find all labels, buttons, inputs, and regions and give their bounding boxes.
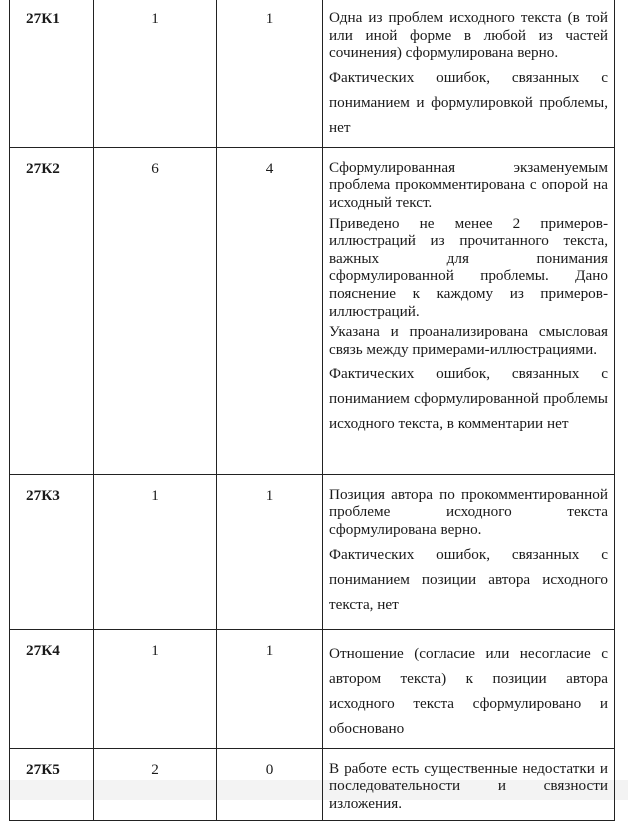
criterion-code: 27К3: [10, 474, 94, 629]
criteria-row-27k4: [10, 629, 615, 748]
criterion-paragraph: Приведено не менее 2 примеров-иллюстраций из прочитанного текста, важных для понимания сформулированной проблемы. Дано пояснение к каждому из примеров-иллюстраций.: [329, 214, 608, 320]
assessment-criteria-table: [9, 0, 615, 821]
criterion-paragraph: Фактических ошибок, связанных с пониманием позиции автора исходного текста, нет: [329, 545, 608, 613]
criteria-row-27k1: [10, 0, 615, 147]
criterion-paragraph: Позиция автора по прокомментированной проблеме исходного текста сформулирована верно.: [329, 485, 608, 538]
criterion-paragraph: В работе есть существенные недостатки и последовательности и связности изложения.: [329, 759, 608, 812]
criterion-awarded-score: 1: [217, 629, 323, 748]
criterion-code: 27К1: [10, 0, 94, 147]
criterion-code: 27К4: [10, 629, 94, 748]
criterion-paragraph: Отношение (согласие или несогласие с автором текста) к позиции автора исходного текста сформулировано и обосновано: [329, 644, 608, 737]
criterion-max-score: 1: [94, 474, 217, 629]
criterion-max-score: 1: [94, 0, 217, 147]
criterion-paragraph: Указана и проанализирована смысловая связь между примерами-иллюстрациями.: [329, 323, 608, 358]
criterion-code: 27К2: [10, 147, 94, 474]
criterion-paragraph: Сформулированная экзаменуемым проблема прокомментирована с опорой на исходный текст.: [329, 158, 608, 211]
criterion-awarded-score: 1: [217, 0, 323, 147]
criteria-row-27k5: [10, 748, 615, 820]
criteria-row-27k3: [10, 474, 615, 629]
criteria-row-27k2: [10, 147, 615, 474]
criterion-paragraph: Одна из проблем исходного текста (в той или иной форме в любой из частей сочинения) сформулирована верно.: [329, 9, 608, 62]
criterion-description: [323, 0, 615, 147]
criterion-code: 27К5: [10, 748, 94, 820]
criterion-description: [323, 474, 615, 629]
criterion-max-score: 1: [94, 629, 217, 748]
criterion-paragraph: Фактических ошибок, связанных с пониманием сформулированной проблемы исходного текста, в комментарии нет: [329, 365, 608, 433]
criterion-description: [323, 629, 615, 748]
criterion-awarded-score: 0: [217, 748, 323, 820]
criterion-paragraph: Фактических ошибок, связанных с пониманием и формулировкой проблемы, нет: [329, 68, 608, 136]
criterion-description: [323, 748, 615, 820]
criterion-awarded-score: 1: [217, 474, 323, 629]
criterion-max-score: 2: [94, 748, 217, 820]
criterion-awarded-score: 4: [217, 147, 323, 474]
criterion-max-score: 6: [94, 147, 217, 474]
criterion-description: [323, 147, 615, 474]
